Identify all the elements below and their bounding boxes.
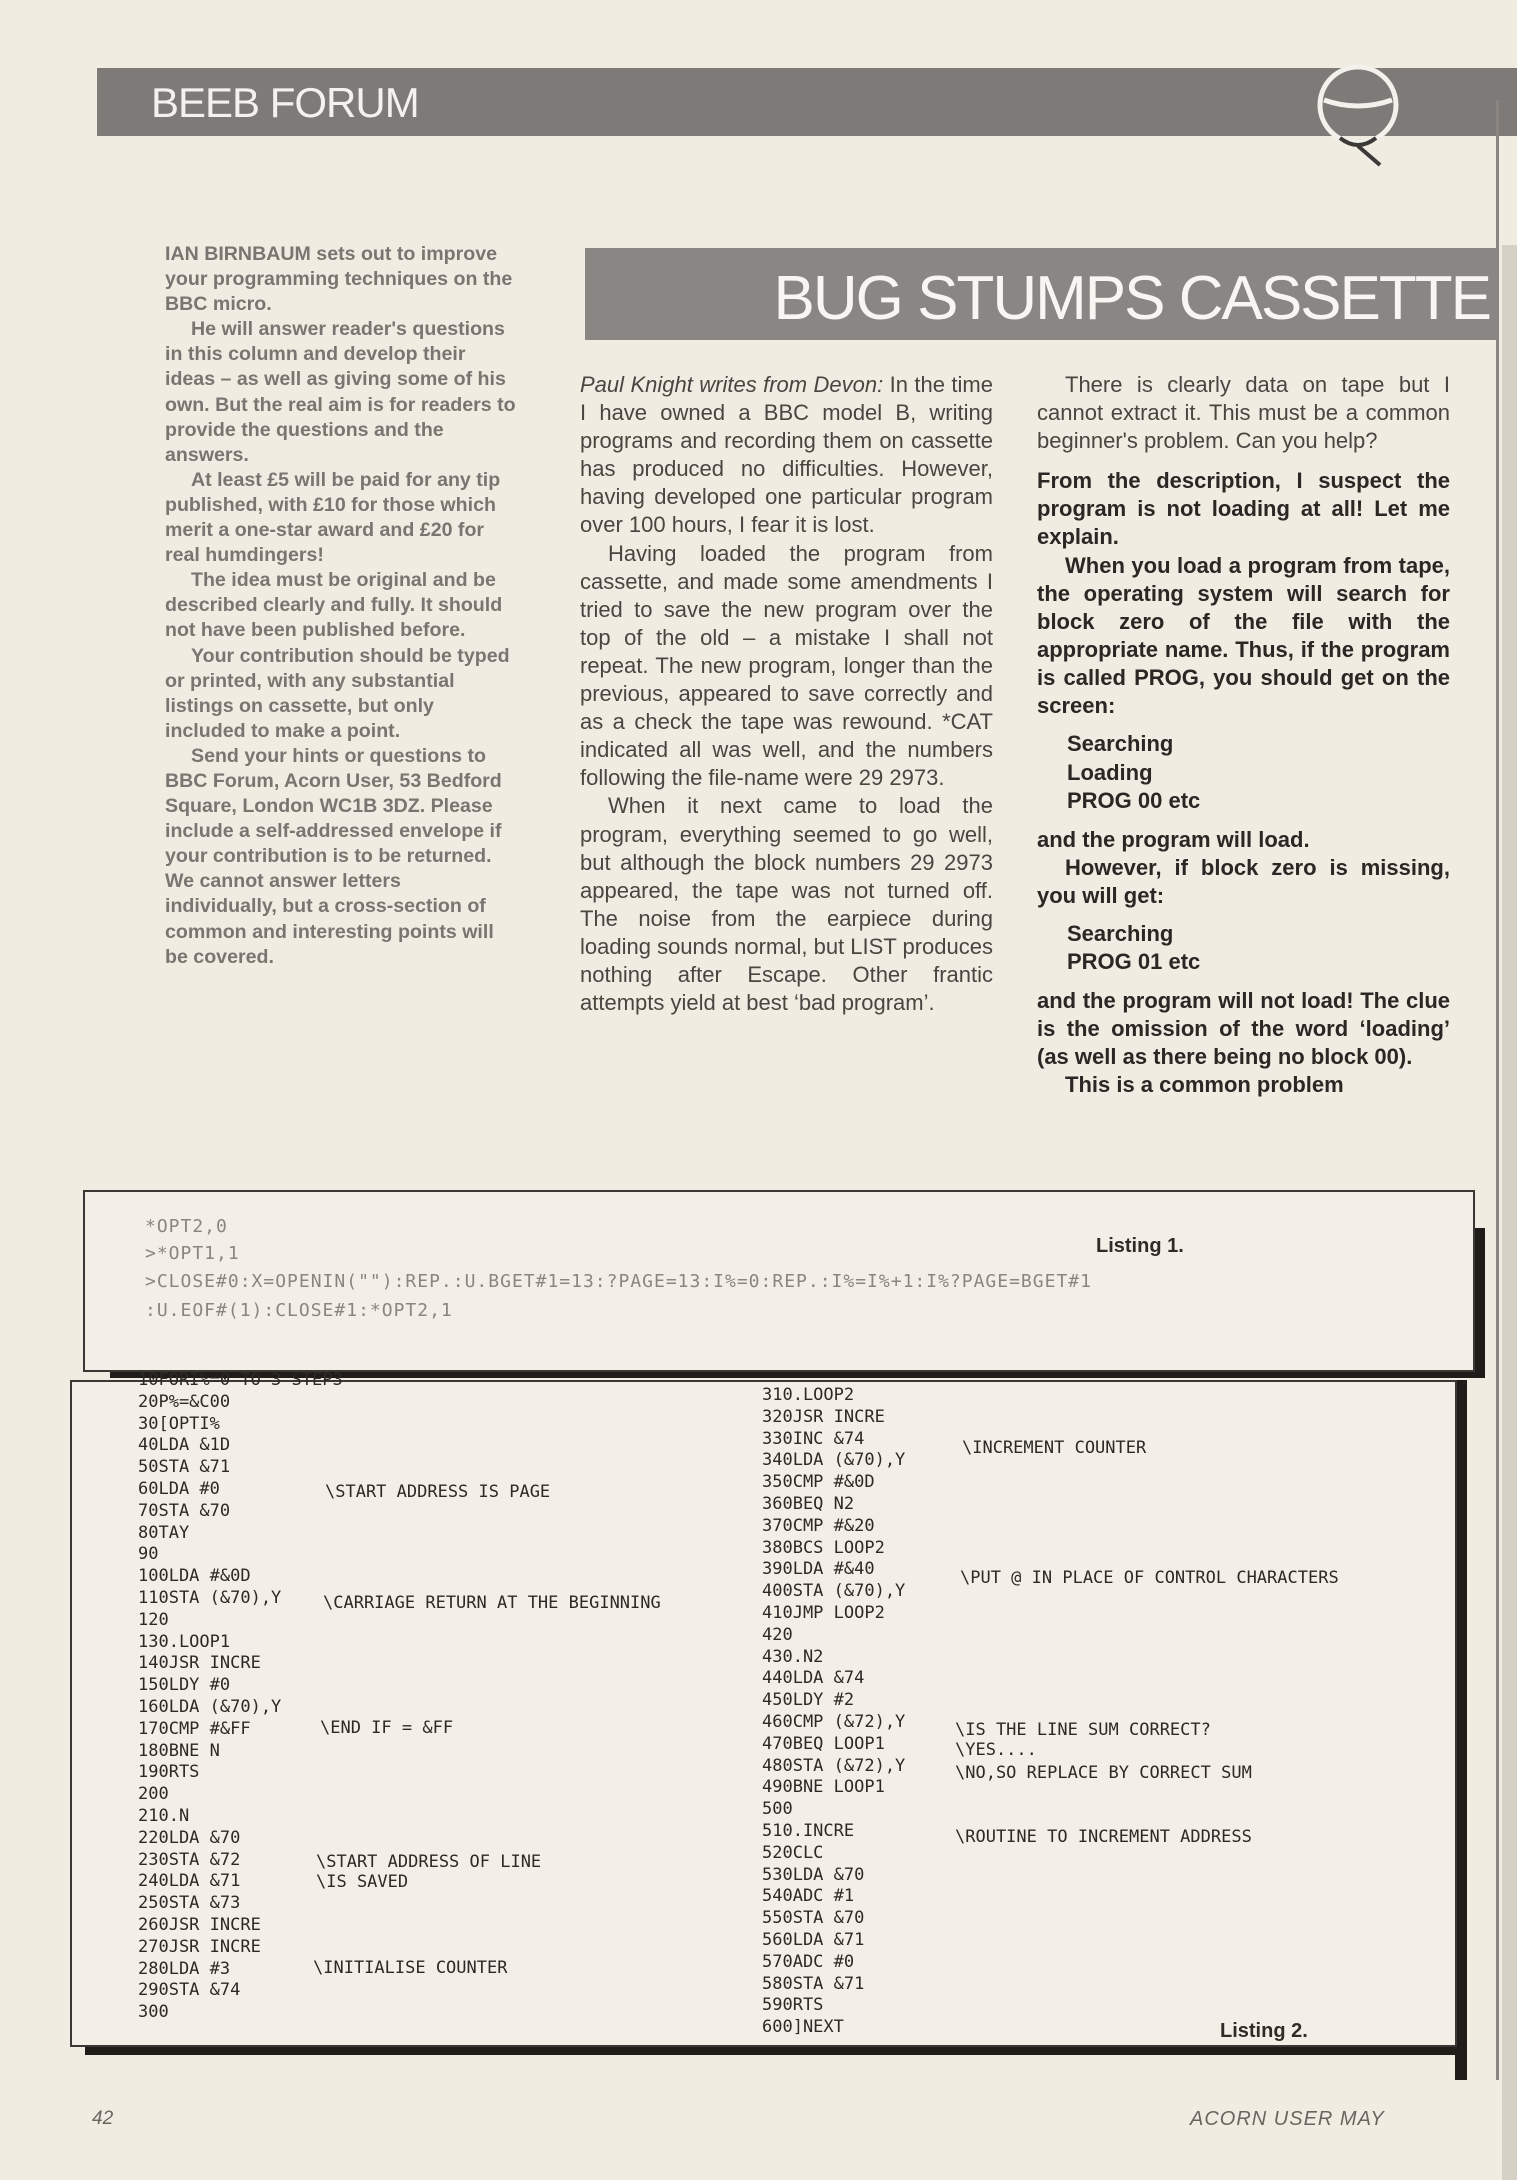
code-line: 460CMP (&72),Y xyxy=(762,1711,906,1732)
listing2-code-right xyxy=(762,1385,905,2039)
code-line: 80TAY xyxy=(138,1522,190,1543)
code-line: 340LDA (&70),Y xyxy=(762,1450,906,1471)
magazine-footer: ACORN USER MAY xyxy=(1190,2108,1385,2130)
code-line: 390LDA #&40 xyxy=(762,1559,875,1580)
code-comment: \INCREMENT COUNTER xyxy=(962,1438,1147,1458)
screen-line: PROG 01 etc xyxy=(1067,949,1201,975)
listing1-line: >*OPT1,1 xyxy=(145,1243,240,1264)
code-line: 190RTS xyxy=(138,1762,200,1783)
code-line: 350CMP #&0D xyxy=(762,1472,875,1493)
code-line: 150LDY #0 xyxy=(138,1675,231,1696)
code-line: 450LDY #2 xyxy=(762,1690,855,1711)
code-line: 600]NEXT xyxy=(762,2017,844,2038)
letter-paragraph xyxy=(580,371,993,540)
code-line: 550STA &70 xyxy=(762,1908,865,1929)
code-line: 590RTS xyxy=(762,1995,824,2016)
code-line: 100LDA #&0D xyxy=(138,1566,251,1587)
answer-paragraph: This is a common problem xyxy=(1065,1072,1344,1098)
code-line: 70STA &70 xyxy=(138,1500,231,1521)
page-edge-strip xyxy=(1502,245,1517,2180)
letter-text: In the time I have owned a BBC model B, writing programs and recording them on cassette has produced no difficulties. However, having developed one particular program over 100 hours, I fear it is lost. xyxy=(580,372,993,538)
letter-question: There is clearly data on tape but I cannot extract it. This must be a common beginner's problem. Can you help? xyxy=(1037,372,1450,454)
code-line: 180BNE N xyxy=(138,1740,220,1761)
section-title: BEEB FORUM xyxy=(151,79,419,126)
code-line: 530LDA &70 xyxy=(762,1864,865,1885)
code-line: 280LDA #3 xyxy=(138,1958,231,1979)
code-line: 250STA &73 xyxy=(138,1893,241,1914)
code-line: 500 xyxy=(762,1799,793,1820)
listing1-line: :U.EOF#(1):CLOSE#1:*OPT2,1 xyxy=(145,1300,453,1321)
code-line: 90 xyxy=(138,1544,159,1565)
article-title: BUG STUMPS CASSETTE xyxy=(773,264,1490,333)
code-comment: \PUT @ IN PLACE OF CONTROL CHARACTERS xyxy=(960,1568,1339,1588)
listing1-line: >CLOSE#0:X=OPENIN(""):REP.:U.BGET#1=13:?PAGE=13:I%=0:REP.:I%=I%+1:I%?PAGE=BGET#1 xyxy=(145,1271,1092,1292)
code-comment: \NO,SO REPLACE BY CORRECT SUM xyxy=(955,1763,1252,1783)
intro-paragraph: The idea must be original and be described clearly and fully. It should not have been published before. xyxy=(165,569,503,642)
code-line: 370CMP #&20 xyxy=(762,1515,875,1536)
code-line: 470BEQ LOOP1 xyxy=(762,1733,885,1754)
code-line: 120 xyxy=(138,1609,169,1630)
code-line: 230STA &72 xyxy=(138,1849,241,1870)
listing1-line: *OPT2,0 xyxy=(145,1216,228,1237)
code-comment: \IS THE LINE SUM CORRECT? xyxy=(955,1720,1211,1740)
code-line: 430.N2 xyxy=(762,1646,824,1667)
code-line: 540ADC #1 xyxy=(762,1886,855,1907)
code-line: 570ADC #0 xyxy=(762,1951,855,1972)
code-line: 110STA (&70),Y xyxy=(138,1587,282,1608)
code-line: 520CLC xyxy=(762,1842,824,1863)
code-line: 420 xyxy=(762,1624,793,1645)
intro-paragraph: Send your hints or questions to BBC Forum, Acorn User, 53 Bedford Square, London WC1B 3DZ. Please include a self-addressed envelope if your contribution is to be returned. We cannot answer letters individually, but a cross-section of common and interesting points will be covered. xyxy=(165,744,502,968)
code-comment: \START ADDRESS OF LINE xyxy=(316,1852,542,1872)
code-line: 140JSR INCRE xyxy=(138,1653,261,1674)
code-line: 200 xyxy=(138,1784,169,1805)
code-line: 360BEQ N2 xyxy=(762,1493,855,1514)
screen-line: Searching xyxy=(1067,731,1174,757)
code-line: 510.INCRE xyxy=(762,1820,855,1841)
intro-paragraph: Your contribution should be typed or printed, with any substantial listings on cassette, but only included to make a point. xyxy=(165,644,510,742)
page-edge-line xyxy=(1496,100,1499,2080)
code-line: 410JMP LOOP2 xyxy=(762,1602,885,1623)
code-comment: \START ADDRESS IS PAGE xyxy=(325,1482,551,1502)
code-comment: \END IF = &FF xyxy=(320,1718,454,1738)
answer-paragraph: and the program will load. xyxy=(1037,826,1310,852)
code-line: 10FORI%=0 TO 3 STEP3 xyxy=(138,1370,343,1390)
code-line: 60LDA #0 xyxy=(138,1478,220,1499)
intro-paragraph: He will answer reader's questions in this column and develop their ideas – as well as giving some of his own. But the real aim is for readers to provide the questions and the answers. xyxy=(165,318,516,466)
code-line: 480STA (&72),Y xyxy=(762,1755,906,1776)
code-comment: \IS SAVED xyxy=(316,1872,409,1892)
letter-paragraph: Having loaded the program from cassette, and made some amendments I tried to save the new program over the top of the old – a mistake I shall not repeat. The new program, longer than the previous, appeared to save correctly and as a check the tape was rewound. *CAT indicated all was well, and the numbers following the file-name were 29 2973. xyxy=(580,540,993,791)
code-line: 40LDA &1D xyxy=(138,1435,231,1456)
screen-output-missing xyxy=(1067,920,1450,977)
code-comment: \YES.... xyxy=(955,1740,1037,1760)
screen-line: PROG 00 etc xyxy=(1067,788,1201,814)
code-line: 380BCS LOOP2 xyxy=(762,1537,885,1558)
code-line: 170CMP #&FF xyxy=(138,1718,251,1739)
code-line: 400STA (&70),Y xyxy=(762,1581,906,1602)
listing2-label: Listing 2. xyxy=(1220,2020,1308,2042)
intro-paragraph: At least £5 will be paid for any tip published, with £10 for those which merit a one-star award and £20 for real humdingers! xyxy=(165,468,501,567)
letter-byline: Paul Knight writes from Devon: xyxy=(580,372,884,397)
acorn-logo-icon xyxy=(1310,60,1410,170)
code-line: 260JSR INCRE xyxy=(138,1914,261,1935)
code-line: 20P%=&C00 xyxy=(138,1391,231,1412)
code-line: 240LDA &71 xyxy=(138,1871,241,1892)
intro-paragraph: IAN BIRNBAUM sets out to improve your programming techniques on the BBC micro. xyxy=(165,243,513,316)
answer-column xyxy=(1037,371,1450,1099)
code-line: 310.LOOP2 xyxy=(762,1385,855,1405)
code-line: 490BNE LOOP1 xyxy=(762,1777,885,1798)
code-line: 220LDA &70 xyxy=(138,1827,241,1848)
letter-paragraph: When it next came to load the program, everything seemed to go well, but although the block numbers 29 2973 appeared, the tape was not turned off. The noise from the earpiece during loading sounds normal, but LIST produces nothing after Escape. Other frantic attempts yield at best ‘bad program’. xyxy=(580,793,993,1016)
code-line: 130.LOOP1 xyxy=(138,1631,231,1652)
code-line: 50STA &71 xyxy=(138,1457,231,1478)
page-number: 42 xyxy=(92,2108,114,2129)
code-comment: \CARRIAGE RETURN AT THE BEGINNING xyxy=(323,1593,661,1613)
screen-line: Searching xyxy=(1067,920,1174,946)
answer-paragraph: and the program will not load! The clue is the omission of the word ‘loading’ (as well as there being no block 00). xyxy=(1037,987,1450,1070)
answer-paragraph: When you load a program from tape, the operating system will search for block zero of the file with the appropriate name. Thus, if the program is called PROG, you should get on the screen: xyxy=(1037,552,1450,719)
answer-paragraph: From the description, I suspect the program is not loading at all! Let me explain. xyxy=(1037,468,1450,550)
code-comment: \ROUTINE TO INCREMENT ADDRESS xyxy=(955,1827,1252,1847)
code-line: 30[OPTI% xyxy=(138,1413,220,1434)
code-line: 160LDA (&70),Y xyxy=(138,1696,282,1717)
listing2-code-left xyxy=(138,1370,343,2024)
code-line: 440LDA &74 xyxy=(762,1668,865,1689)
code-line: 210.N xyxy=(138,1805,190,1826)
code-line: 300 xyxy=(138,2002,169,2023)
code-line: 270JSR INCRE xyxy=(138,1936,261,1957)
screen-line: Loading xyxy=(1067,759,1153,785)
code-line: 560LDA &71 xyxy=(762,1929,865,1950)
screen-output-loading xyxy=(1067,730,1450,816)
forum-intro xyxy=(165,242,517,970)
code-line: 320JSR INCRE xyxy=(762,1406,885,1427)
code-line: 290STA &74 xyxy=(138,1980,241,2001)
listing1-label: Listing 1. xyxy=(1096,1235,1184,1257)
answer-paragraph: However, if block zero is missing, you will get: xyxy=(1037,854,1450,908)
code-comment: \INITIALISE COUNTER xyxy=(313,1958,508,1978)
code-line: 580STA &71 xyxy=(762,1973,865,1994)
reader-letter xyxy=(580,371,993,1017)
code-line: 330INC &74 xyxy=(762,1428,865,1449)
